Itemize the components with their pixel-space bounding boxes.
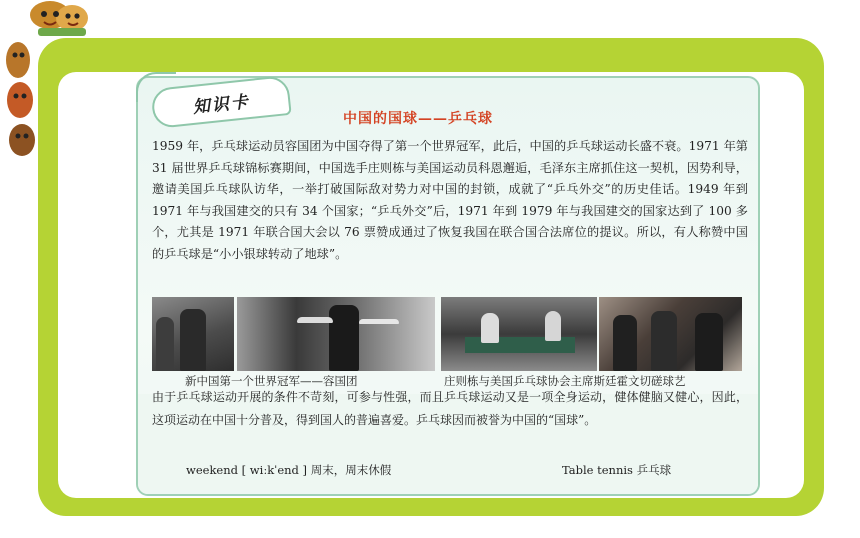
caption-right: 庄则栋与美国乒乓球协会主席斯廷霍文切磋球艺 (444, 374, 686, 388)
paragraph-national-ball: 由于乒乓球运动开展的条件不苛刻，可参与性强，而且乒乓球运动又是一项全身运动，健体健脑又健心，因此，这项运动在中国十分普及，得到国人的普遍喜爱。乒乓球因而被誉为中国的“国球”。 (152, 390, 748, 427)
vocab-table-tennis: Table tennis 乒乓球 (562, 463, 672, 477)
photo-rong-guotuan-portrait (152, 297, 234, 371)
photo-zhuang-zedong-meeting (599, 297, 742, 371)
photo-rong-guotuan-playing (237, 297, 435, 371)
paragraph-history: 1959 年，乒乓球运动员容国团为中国夺得了第一个世界冠军，此后，中国的乒乓球运动长盛不衰。1971 年第 31 届世界乒乓球锦标赛期间，中国选手庄则栋与美国运动员科恩邂逅，毛泽东主席抓住这一契机，因势利导，邀请美国乒乓球队访华，一举打破国际敌对势力对中国的封锁，成就了“乒乓外交”的历史佳话。1949 年到 1971 年与我国建交的只有 34 个国家；“乒乓外交”后，1971 年到 1979 年与我国建交的国家达到了 100 多个，尤其是 1971 年联合国大会以 76 票赞成通过了恢复我国在联合国合法席位的提议。所以，有人称赞中国的乒乓球是“小小银球转动了地球”。 (152, 139, 748, 261)
photo-table-tennis-match (441, 297, 597, 371)
card-title: 中国的国球——乒乓球 (343, 111, 493, 127)
vocab-weekend: weekend [ wiːkˈend ] 周末，周末休假 (186, 463, 392, 477)
knowledge-card-tag: 知识卡 (150, 75, 291, 129)
caption-left: 新中国第一个世界冠军——容国团 (185, 374, 358, 388)
